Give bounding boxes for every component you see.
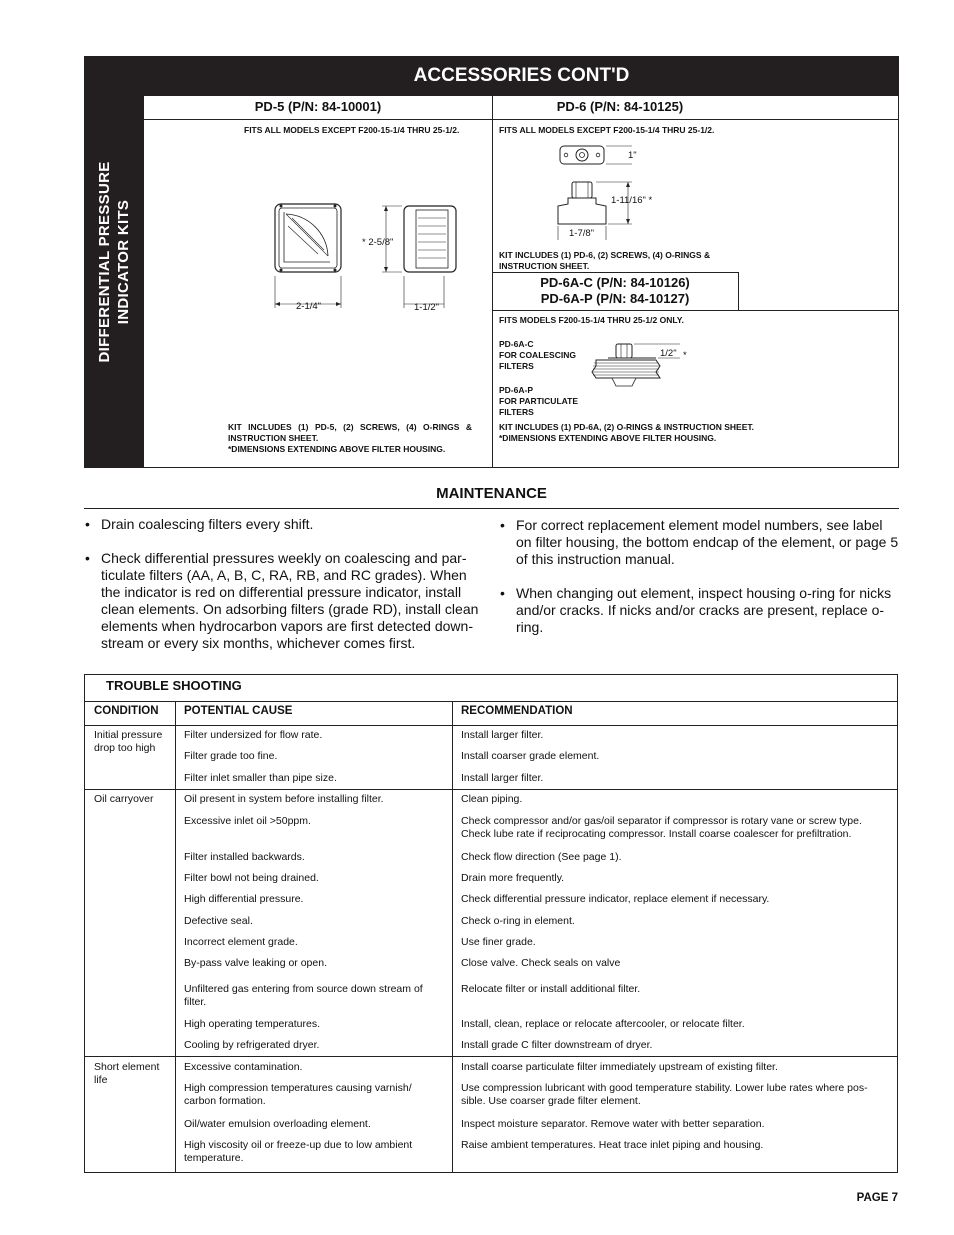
pd5-height-label xyxy=(362,237,393,248)
divider xyxy=(144,119,899,120)
cause-cell: Unfiltered gas entering from source down stream of filter. xyxy=(184,983,423,1008)
divider xyxy=(84,701,898,702)
pd5-diagram xyxy=(268,196,488,318)
maintenance-bullet: • When changing out element, inspect housing o-ring for nicks and/or cracks. If nicks and/or cracks are present, replace o-ring. xyxy=(500,585,900,636)
cause-cell: By-pass valve leaking or open. xyxy=(184,957,327,969)
pd5-dim-depth: 1-1/2" xyxy=(414,302,440,313)
pd6-dim-height: 1-11/16" xyxy=(611,195,646,206)
cause-cell: Incorrect element grade. xyxy=(184,936,298,948)
recommendation-cell: Use finer grade. xyxy=(461,936,536,948)
maintenance-bullet: • Check differential pressures weekly on coalescing and par-ticulate filters (AA, A, B, C, RA, RB, and RC grades). When the indicator is red on differential pressure indicator, install clean elements. On adsorbing filters (grade RD), install clean elements when hydrocarbon vapors are first detected down-stream or every six months, whichever comes first. xyxy=(85,550,481,652)
cause-cell: Filter bowl not being drained. xyxy=(184,872,319,884)
side-label-line2: INDICATOR KITS xyxy=(115,199,132,325)
recommendation-cell: Check o-ring in element. xyxy=(461,915,575,927)
condition-cell: Oil carryover xyxy=(94,793,154,805)
pd5-kit-line2: INSTRUCTION SHEET. xyxy=(228,433,319,443)
recommendation-cell: Close valve. Check seals on valve xyxy=(461,957,621,969)
recommendation-cell: Install larger filter. xyxy=(461,729,544,741)
cause-cell: High compression temperatures causing varnish/ carbon formation. xyxy=(184,1082,412,1107)
cause-cell: Oil/water emulsion overloading element. xyxy=(184,1118,371,1130)
pd6a-kit-note xyxy=(499,422,754,444)
pd6a-c-line2: FOR COALESCING xyxy=(499,350,576,360)
divider xyxy=(84,1056,898,1057)
divider xyxy=(738,272,739,310)
pd5-kit-note xyxy=(228,422,472,455)
header-cause: POTENTIAL CAUSE xyxy=(184,705,293,717)
pd6a-p-line2: FOR PARTICULATE xyxy=(499,396,579,406)
pd6-height-label xyxy=(611,195,652,206)
pd6-dim-base: 1-7/8" xyxy=(569,228,595,239)
pd6a-c-label xyxy=(499,339,576,372)
pd6-kit-line1: KIT INCLUDES (1) PD-6, (2) SCREWS, (4) O-RINGS & xyxy=(499,250,711,260)
recommendation-cell: Install coarser grade element. xyxy=(461,750,600,762)
cause-cell: Filter undersized for flow rate. xyxy=(184,729,323,741)
divider xyxy=(492,310,899,311)
pd6a-heading2: PD-6A-P (P/N: 84-10127) xyxy=(540,291,690,306)
pd6a-kit-line2: *DIMENSIONS EXTENDING ABOVE FILTER HOUSING. xyxy=(499,433,717,443)
cause-cell: High operating temperatures. xyxy=(184,1018,320,1030)
pd6a-diagram xyxy=(590,338,690,390)
recommendation-cell: Clean piping. xyxy=(461,793,523,805)
maintenance-bullet: • For correct replacement element model numbers, see label on filter housing, the bottom endcap of the element, or page 5 of this instruction manual. xyxy=(500,517,900,568)
condition-cell: Initial pressure drop too high xyxy=(94,729,163,754)
pd6a-dim-height: 1/2" xyxy=(660,348,677,359)
pd5-fits: FITS ALL MODELS EXCEPT F200-15-1/4 THRU 25-1/2. xyxy=(244,125,460,135)
recommendation-cell: Install larger filter. xyxy=(461,772,544,784)
divider xyxy=(492,272,738,273)
page-number: PAGE 7 xyxy=(856,1192,898,1204)
pd5-heading: PD-5 (P/N: 84-10001) xyxy=(254,99,382,114)
cause-cell: Oil present in system before installing filter. xyxy=(184,793,384,805)
troubleshooting-title: TROUBLE SHOOTING xyxy=(106,678,242,693)
recommendation-cell: Check flow direction (See page 1). xyxy=(461,851,622,863)
pd6-star: * xyxy=(648,195,653,206)
pd6a-p-label xyxy=(499,385,578,418)
pd6a-p-line3: FILTERS xyxy=(499,407,534,417)
maintenance-left-list xyxy=(85,516,481,669)
pd5-dim-height: 2-5/8" xyxy=(368,237,394,248)
recommendation-cell: Inspect moisture separator. Remove water with better separation. xyxy=(461,1118,765,1130)
recommendation-cell: Install, clean, replace or relocate aftercooler, or relocate filter. xyxy=(461,1018,745,1030)
pd5-star: * xyxy=(362,237,366,248)
pd6a-p-line1: PD-6A-P xyxy=(499,385,534,395)
pd6-diagram xyxy=(548,140,668,244)
recommendation-cell: Raise ambient temperatures. Heat trace inlet piping and housing. xyxy=(461,1139,764,1151)
cause-cell: Filter installed backwards. xyxy=(184,851,305,863)
cause-cell: Filter inlet smaller than pipe size. xyxy=(184,772,337,784)
pd5-kit-line1: KIT INCLUDES (1) PD-5, (2) SCREWS, (4) O-RINGS & xyxy=(228,422,472,432)
divider xyxy=(175,701,176,1173)
side-label-line1: DIFFERENTIAL PRESSURE xyxy=(96,161,113,363)
condition-cell: Short element life xyxy=(94,1061,160,1086)
pd6-kit-line2: INSTRUCTION SHEET. xyxy=(499,261,590,271)
cause-cell: Excessive contamination. xyxy=(184,1061,303,1073)
side-bar xyxy=(84,56,144,468)
accessories-title: ACCESSORIES CONT'D xyxy=(144,56,899,96)
recommendation-cell: Check differential pressure indicator, replace element if necessary. xyxy=(461,893,770,905)
divider xyxy=(84,725,898,726)
pd6-dim-top: 1" xyxy=(628,150,637,161)
header-recommendation: RECOMMENDATION xyxy=(461,705,573,717)
cause-cell: High differential pressure. xyxy=(184,893,304,905)
cause-cell: Filter grade too fine. xyxy=(184,750,278,762)
pd5-kit-line3: *DIMENSIONS EXTENDING ABOVE FILTER HOUSING. xyxy=(228,444,446,454)
recommendation-cell: Install grade C filter downstream of dryer. xyxy=(461,1039,653,1051)
maintenance-right-list xyxy=(500,517,900,653)
cause-cell: High viscosity oil or freeze-up due to low ambient temperature. xyxy=(184,1139,413,1164)
pd6-heading: PD-6 (P/N: 84-10125) xyxy=(556,99,684,114)
recommendation-cell: Relocate filter or install additional filter. xyxy=(461,983,641,995)
maintenance-title: MAINTENANCE xyxy=(436,485,547,502)
cause-cell: Excessive inlet oil >50ppm. xyxy=(184,815,311,827)
divider xyxy=(84,508,899,509)
cause-cell: Cooling by refrigerated dryer. xyxy=(184,1039,320,1051)
recommendation-cell: Install coarse particulate filter immediately upstream of existing filter. xyxy=(461,1061,778,1073)
pd6a-heading xyxy=(492,275,738,307)
pd6a-fits: FITS MODELS F200-15-1/4 THRU 25-1/2 ONLY. xyxy=(499,315,684,325)
side-label xyxy=(95,161,133,362)
recommendation-cell: Check compressor and/or gas/oil separator if compressor is rotary vane or screw type. Check lube rate if reciprocating compressor. Install coarse coalescer for prefiltration. xyxy=(461,815,862,840)
recommendation-cell: Use compression lubricant with good temperature stability. Lower lube rates where pos-sible. Use coarser grade filter element. xyxy=(461,1082,868,1107)
maintenance-bullet: • Drain coalescing filters every shift. xyxy=(85,516,481,533)
divider xyxy=(452,701,453,1173)
pd6a-kit-line1: KIT INCLUDES (1) PD-6A, (2) O-RINGS & INSTRUCTION SHEET. xyxy=(499,422,755,432)
pd6a-c-line1: PD-6A-C xyxy=(499,339,534,349)
pd6-kit-note xyxy=(499,250,710,272)
recommendation-cell: Drain more frequently. xyxy=(461,872,565,884)
pd5-dim-width: 2-1/4" xyxy=(296,301,322,312)
cause-cell: Defective seal. xyxy=(184,915,253,927)
pd6a-star: * xyxy=(683,350,687,361)
divider xyxy=(84,789,898,790)
pd6-fits: FITS ALL MODELS EXCEPT F200-15-1/4 THRU 25-1/2. xyxy=(499,125,715,135)
pd6a-c-line3: FILTERS xyxy=(499,361,534,371)
pd6a-heading1: PD-6A-C (P/N: 84-10126) xyxy=(540,275,690,290)
header-condition: CONDITION xyxy=(94,705,159,717)
